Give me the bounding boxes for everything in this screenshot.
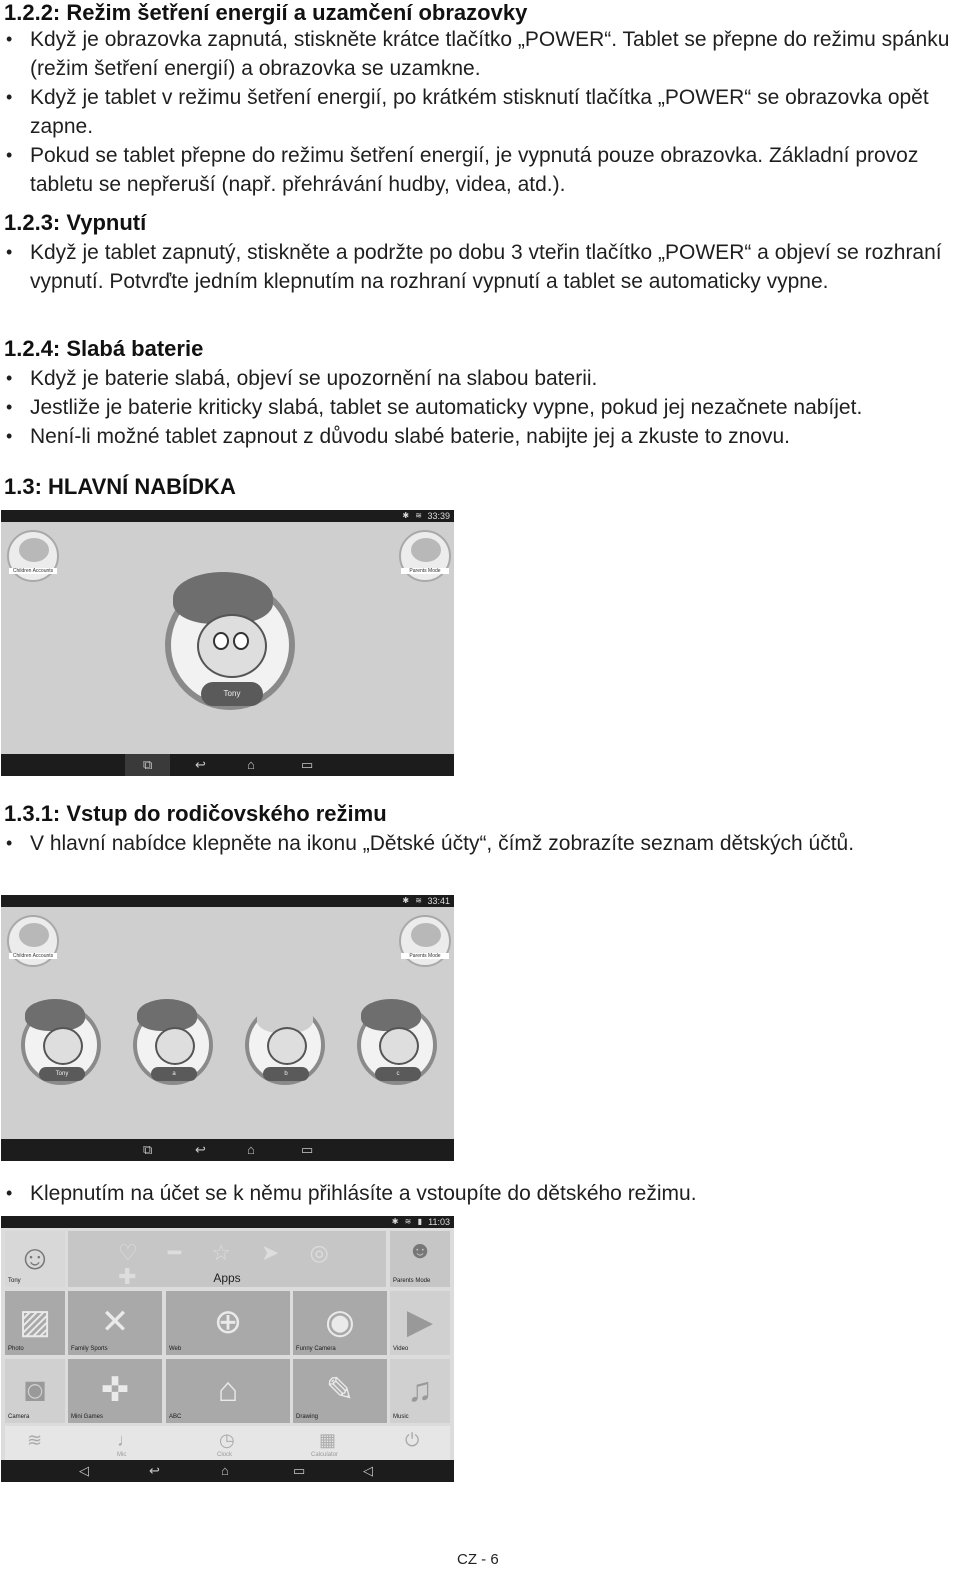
app-label: Family Sports <box>71 1346 108 1352</box>
bullet-screen-only: • Pokud se tablet přepne do režimu šetření energií, je vypnutá pouze obrazovka. Základní provoz tabletu se nepřeruší (např. přehrávání hudby, videa, atd.). <box>4 141 960 199</box>
face-icon <box>43 1027 83 1065</box>
nav-bar <box>1 1460 454 1482</box>
app-camera[interactable] <box>5 1359 65 1423</box>
face-icon <box>197 614 267 678</box>
hat-icon <box>137 999 197 1031</box>
globe-icon: ⊕ <box>213 1302 243 1341</box>
status-clock: 33:39 <box>427 511 450 521</box>
graduation-cap-icon: ⌂ <box>217 1370 239 1409</box>
app-music[interactable] <box>390 1359 450 1423</box>
user-tile[interactable] <box>5 1231 65 1287</box>
page-number: CZ - 6 <box>457 1551 499 1568</box>
app-label: ABC <box>169 1414 182 1420</box>
bullet-low-battery-warning: • Když je baterie slabá, objeví se upozornění na slabou baterii. <box>4 364 960 393</box>
children-accounts-label: Children Accounts <box>9 953 57 959</box>
recent-apps-icon[interactable]: ▭ <box>301 757 314 772</box>
lens-icon: ◉ <box>325 1302 355 1341</box>
eye-icon <box>233 632 249 650</box>
video-camera-icon: ▶ <box>406 1302 434 1341</box>
heading-1-2-2: 1.2.2: Režim šetření energií a uzamčení obrazovky <box>4 0 528 25</box>
children-accounts-button[interactable] <box>7 915 59 967</box>
screenshot-icon[interactable]: ⧉ <box>125 754 170 776</box>
parents-mode-label: Parents Mode <box>401 568 449 574</box>
eye-icon <box>213 632 229 650</box>
screenshot-main-menu <box>1 510 454 776</box>
account-c[interactable] <box>357 1005 437 1085</box>
wifi-settings-icon[interactable]: ≋ <box>27 1430 43 1450</box>
app-label: Video <box>393 1346 409 1352</box>
status-bar <box>1 895 454 907</box>
bullet-charge-retry: • Není-li možné tablet zapnout z důvodu slabé baterie, nabijte jej a zkuste to znovu. <box>4 422 960 451</box>
app-drawing[interactable] <box>293 1359 387 1423</box>
app-label: Photo <box>8 1346 24 1352</box>
status-clock: 33:41 <box>427 896 450 906</box>
children-faces-icon <box>19 923 49 947</box>
app-label: Drawing <box>296 1414 319 1420</box>
power-icon[interactable]: ⏻ <box>405 1430 420 1450</box>
app-mini-games[interactable] <box>68 1359 162 1423</box>
nav-bar <box>1 754 454 776</box>
apps-title: Apps <box>213 1271 241 1285</box>
wifi-icon: ✱ ≋ ▮ <box>391 1217 424 1226</box>
recent-apps-icon[interactable]: ▭ <box>301 1142 314 1157</box>
mic-label: Mic <box>117 1452 127 1458</box>
drawing-icon: ✎ <box>325 1370 355 1409</box>
account-name: b <box>263 1067 309 1081</box>
parents-mode-button[interactable] <box>399 530 451 582</box>
heading-1-2-3: 1.2.3: Vypnutí <box>4 210 147 235</box>
parents-mode-label: Parents Mode <box>393 1278 431 1284</box>
account-b[interactable] <box>245 1005 325 1085</box>
bullet-power-sleep: • Když je obrazovka zapnutá, stiskněte krátce tlačítko „POWER“. Tablet se přepne do režimu spánku (režim šetření energií) a obrazovka se uzamkne. <box>4 25 960 83</box>
bullet-critical-battery: • Jestliže je baterie kriticky slabá, tablet se automaticky vypne, pokud jej nezačnete nabíjet. <box>4 393 960 422</box>
face-icon <box>379 1027 419 1065</box>
parents-mode-label: Parents Mode <box>401 953 449 959</box>
home-icon[interactable]: ⌂ <box>221 1463 229 1478</box>
app-label: Music <box>393 1414 409 1420</box>
dock <box>5 1426 450 1460</box>
parents-faces-icon <box>411 538 441 562</box>
wifi-icon: ✱ ≋ <box>402 511 424 520</box>
app-funny-camera[interactable] <box>293 1291 387 1355</box>
volume-up-icon[interactable]: ◁ <box>363 1463 373 1478</box>
app-label: Camera <box>8 1414 30 1420</box>
heading-1-2-4: 1.2.4: Slabá baterie <box>4 336 204 361</box>
children-accounts-button[interactable] <box>7 530 59 582</box>
heading-1-3-1: 1.3.1: Vstup do rodičovského režimu <box>4 801 387 826</box>
back-icon[interactable]: ↩ <box>149 1463 160 1478</box>
calculator-icon[interactable]: ▦ <box>319 1430 337 1450</box>
account-name: c <box>375 1067 421 1081</box>
nav-bar <box>1 1139 454 1161</box>
volume-down-icon[interactable]: ◁ <box>79 1463 89 1478</box>
hat-icon <box>361 999 421 1031</box>
screenshot-icon[interactable]: ⧉ <box>143 1142 153 1157</box>
avatar-name: Tony <box>201 682 263 706</box>
heading-1-3: 1.3: HLAVNÍ NABÍDKA <box>4 474 236 499</box>
back-icon[interactable]: ↩ <box>195 757 206 772</box>
account-tony[interactable] <box>21 1005 101 1085</box>
back-icon[interactable]: ↩ <box>195 1142 206 1157</box>
bullet-login-account: • Klepnutím na účet se k němu přihlásíte a vstoupíte do dětského režimu. <box>4 1179 960 1208</box>
children-faces-icon <box>19 538 49 562</box>
gamepad-icon: ✜ <box>100 1370 130 1409</box>
apps-panel[interactable] <box>68 1231 386 1287</box>
account-a[interactable] <box>133 1005 213 1085</box>
children-accounts-label: Children Accounts <box>9 568 57 574</box>
app-label: Mini Games <box>71 1414 104 1420</box>
app-abc[interactable] <box>166 1359 290 1423</box>
app-family-sports[interactable] <box>68 1291 162 1355</box>
recent-apps-icon[interactable]: ▭ <box>293 1463 306 1478</box>
status-bar <box>1 1216 454 1228</box>
hat-icon <box>25 999 85 1031</box>
screenshot-child-mode <box>1 1216 454 1482</box>
photo-icon: ▨ <box>18 1302 52 1341</box>
app-label: Funny Camera <box>296 1346 336 1352</box>
app-web[interactable] <box>166 1291 290 1355</box>
music-note-icon: ♫ <box>407 1370 433 1409</box>
mic-icon[interactable]: ♩ <box>117 1430 135 1450</box>
rackets-icon: ✕ <box>100 1302 130 1341</box>
bullet-screen-wake: • Když je tablet v režimu šetření energií, po krátkém stisknutí tlačítka „POWER“ se obrazovka opět zapne. <box>4 83 960 141</box>
parents-icon: ☻ <box>407 1237 433 1265</box>
status-bar <box>1 510 454 522</box>
status-clock: 11:03 <box>428 1217 450 1227</box>
app-video[interactable] <box>390 1291 450 1355</box>
face-icon <box>155 1027 195 1065</box>
parents-mode-button[interactable] <box>399 915 451 967</box>
favorite-icons: ♡ ━ ☆ ➤ ◎ ✚ <box>118 1240 341 1289</box>
camera-icon: ◙ <box>24 1370 46 1409</box>
face-icon <box>267 1027 307 1065</box>
parents-mode-tile[interactable] <box>390 1231 450 1287</box>
account-name: a <box>151 1067 197 1081</box>
screenshot-children-accounts <box>1 895 454 1161</box>
user-name: Tony <box>8 1278 21 1284</box>
home-icon[interactable]: ⌂ <box>247 757 255 772</box>
bullet-children-accounts: • V hlavní nabídce klepněte na ikonu „Dětské účty“, čímž zobrazíte seznam dětských účtů. <box>4 829 960 858</box>
account-name: Tony <box>39 1067 85 1081</box>
clock-icon[interactable]: ◷ <box>219 1430 235 1450</box>
app-label: Web <box>169 1346 182 1352</box>
bullet-power-off: • Když je tablet zapnutý, stiskněte a podržte po dobu 3 vteřin tlačítko „POWER“ a objeví se rozhraní vypnutí. Potvrďte jedním klepnutím na rozhraní vypnutí a tablet se automaticky vypne. <box>4 238 960 296</box>
clock-label: Clock <box>217 1452 233 1458</box>
calculator-label: Calculator <box>311 1452 339 1458</box>
app-photo[interactable] <box>5 1291 65 1355</box>
wifi-icon: ✱ ≋ <box>402 896 424 905</box>
avatar-tony[interactable] <box>165 580 295 710</box>
parents-faces-icon <box>411 923 441 947</box>
avatar-icon: ☺ <box>17 1238 53 1277</box>
home-icon[interactable]: ⌂ <box>247 1142 255 1157</box>
